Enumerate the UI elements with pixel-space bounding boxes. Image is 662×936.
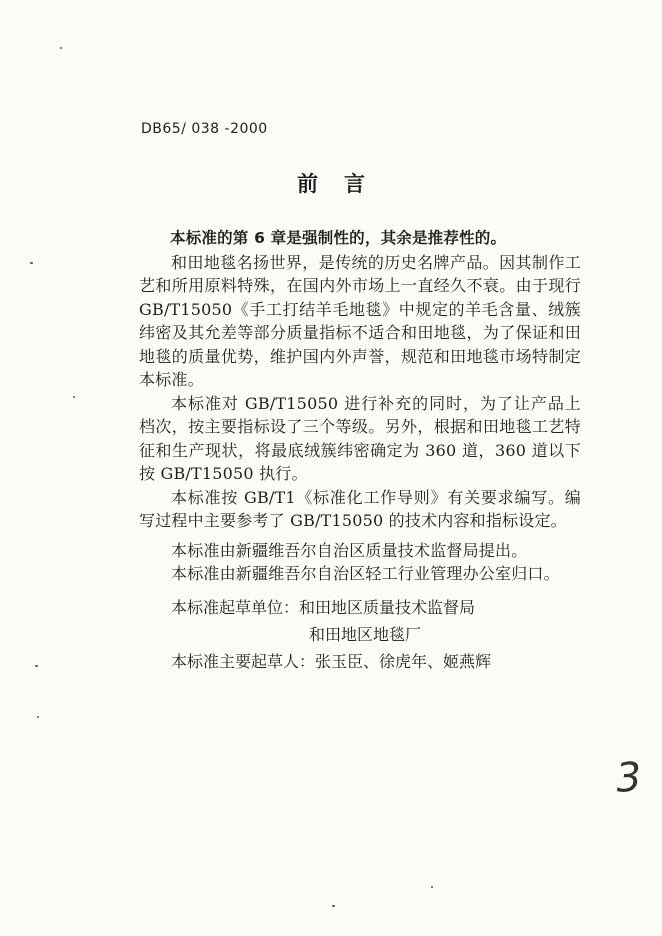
scan-speck [60, 47, 62, 49]
drafting-units-line: 本标准起草单位：和田地区质量技术监督局 [171, 597, 476, 617]
drafting-info [139, 594, 581, 675]
scan-speck [73, 396, 75, 398]
scan-speck [332, 905, 335, 907]
standard-code: DB65/ 038 -2000 [141, 121, 268, 137]
paragraph-mandatory-note: 本标准的第 6 章是强制性的，其余是推荐性的。 [170, 229, 507, 247]
paragraph-grades: 本标准对 GB/T15050 进行补充的同时，为了让产品上档次，按主要指标设了三个等级。另外，根据和田地毯工艺特征和生产现状，将最底绒簇纬密确定为 360 道，360 道以下按 GB/T15050 执行。 [139, 393, 581, 483]
paragraph-administrator: 本标准由新疆维吾尔自治区轻工行业管理办公室归口。 [171, 564, 560, 583]
foreword-body [139, 227, 581, 675]
scan-speck [431, 886, 433, 888]
paragraph-background: 和田地毯名扬世界，是传统的历史名牌产品。因其制作工艺和所用原料特殊，在国内外市场上一直经久不衰。由于现行 GB/T15050《手工打结羊毛地毯》中规定的羊毛含量、绒簇纬密及其允差等部分质量指标不适合和田地毯，为了保证和田地毯的质量优势，维护国内外声誉，规范和田地毯市场特制定本标准。 [139, 252, 581, 389]
page-number: 3 [614, 754, 644, 802]
page-title: 前言 [297, 171, 391, 196]
paragraph-proposer: 本标准由新疆维吾尔自治区质量技术监督局提出。 [171, 540, 528, 560]
scan-speck [30, 262, 33, 264]
drafting-units-line-2: 和田地区地毯厂 [309, 624, 422, 644]
scan-speck [37, 716, 39, 718]
paragraph-drafting-basis: 本标准按 GB/T1《标准化工作导则》有关要求编写。编写过程中主要参考了 GB/T15050 的技术内容和指标设定。 [139, 487, 581, 530]
drafters-line: 本标准主要起草人：张玉臣、徐虎年、姬燕辉 [171, 651, 492, 671]
scan-speck [35, 665, 38, 667]
